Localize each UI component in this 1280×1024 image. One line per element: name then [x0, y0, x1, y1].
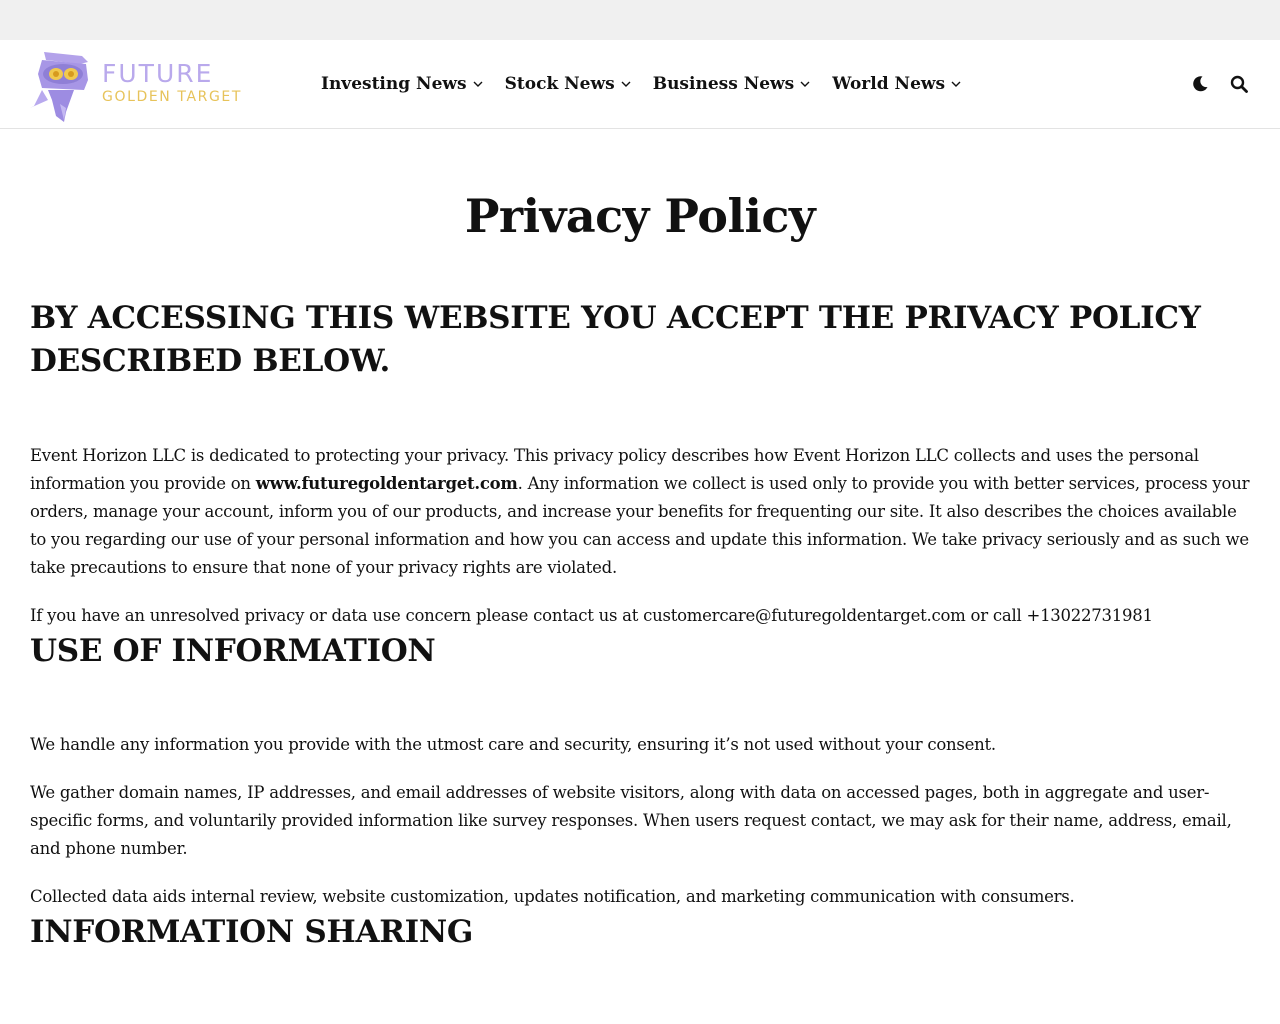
header-actions — [1172, 40, 1250, 128]
use-paragraph-3: Collected data aids internal review, website customization, updates notification, and marketing communication with consumers. — [30, 887, 1075, 906]
nav-item-label: Stock News — [504, 74, 615, 94]
site-header — [0, 40, 1280, 129]
nav-item-investing-news[interactable] — [321, 74, 483, 94]
moon-icon — [1191, 75, 1209, 93]
intro-text-start: Event Horizon LLC is dedicated to protecting your privacy. This privacy policy describes how Event Horizon LLC collects and uses the personal information you provide on — [30, 446, 1199, 493]
intro-paragraph — [30, 442, 1250, 582]
contact-paragraph: If you have an unresolved privacy or data use concern please contact us at customercare@futuregoldentarget.com or call +13022731981 — [30, 606, 1153, 625]
dark-mode-toggle[interactable] — [1189, 73, 1211, 95]
chevron-down-icon — [800, 79, 810, 89]
chevron-down-icon — [473, 79, 483, 89]
use-paragraph-2: We gather domain names, IP addresses, and email addresses of website visitors, along with data on accessed pages, both in aggregate and user-specific forms, and voluntarily provided information like survey responses. When users request contact, we may ask for their name, address, email, and phone number. — [30, 783, 1232, 858]
page-title: Privacy Policy — [464, 189, 816, 243]
nav-item-stock-news[interactable] — [505, 74, 631, 94]
top-strip — [0, 0, 1280, 40]
site-logo[interactable] — [30, 50, 302, 122]
site-domain: www.futuregoldentarget.com — [255, 474, 518, 493]
heading-use-of-information: USE OF INFORMATION — [30, 633, 436, 669]
logo-word-future: FUTURE — [102, 59, 214, 88]
nav-item-business-news[interactable] — [653, 74, 811, 94]
use-paragraph-1: We handle any information you provide with the utmost care and security, ensuring it’s not used without your consent. — [30, 735, 996, 754]
heading-accept-policy: BY ACCESSING THIS WEBSITE YOU ACCEPT THE PRIVACY POLICY DESCRIBED BELOW. — [30, 300, 1201, 379]
nav-item-label: Investing News — [321, 74, 467, 94]
intro-text-end: . Any information we collect is used only to provide you with better services, process your orders, manage your account, inform you of our products, and increase your benefits for frequenting our site. It also describes the choices available to you regarding our use of your personal information and how you can access and update this information. We take privacy seriously and as such we take precautions to ensure that none of your privacy rights are violated. — [30, 474, 1250, 577]
nav-item-label: Business News — [652, 74, 795, 94]
chevron-down-icon — [951, 79, 961, 89]
nav-item-world-news[interactable] — [832, 74, 961, 94]
logo-word-golden-target: GOLDEN TARGET — [102, 89, 243, 105]
chevron-down-icon — [621, 79, 631, 89]
search-button[interactable] — [1228, 73, 1250, 95]
heading-information-sharing: INFORMATION SHARING — [30, 914, 474, 950]
robot-mascot-icon — [30, 50, 96, 122]
nav-item-label: World News — [832, 74, 946, 94]
search-icon — [1230, 75, 1248, 93]
main-nav — [321, 40, 983, 128]
main-content — [30, 130, 1250, 954]
